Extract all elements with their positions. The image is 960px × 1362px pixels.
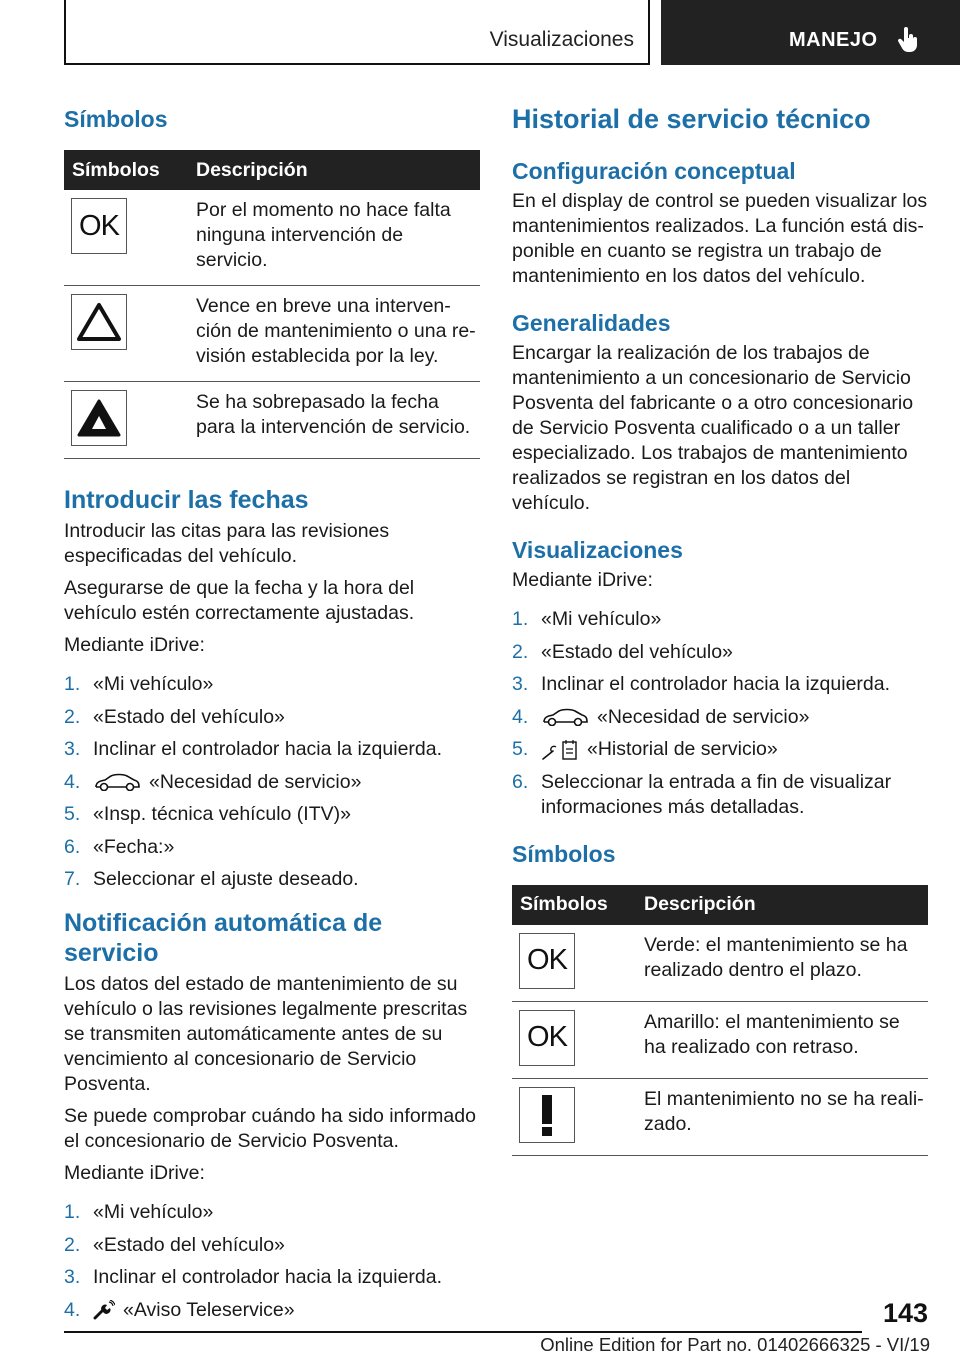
list-item: 1. «Mi vehículo» [64,673,214,695]
col-header-symbols: Símbolos [64,150,188,190]
dates-paragraph-2: Asegurarse de que la fecha y la hora del vehículo estén correctamente ajustadas. [64,577,415,624]
notification-paragraph-3: Mediante iDrive: [64,1162,205,1184]
chapter-title: MANEJO [789,29,878,51]
dates-paragraph-3: Mediante iDrive: [64,634,205,656]
list-item: 1. «Mi vehículo» [512,608,662,630]
general-paragraph: Encargar la realización de los trabajos de mantenimiento a un concesionario de Servicio Posventa del fabricante o a otro concesionario de Servicio Posventa cualificado o a un taller especializado. Los trabajos de mantenimiento realizados se registran en los datos del vehículo. [512,342,914,514]
display-steps [512,607,928,820]
list-item: 3. Inclinar el controlador hacia la izquierda. [64,738,443,760]
table-row [64,382,480,459]
teleservice-wrench-icon [93,1300,115,1320]
table-header-row [64,150,480,190]
table-row [64,190,480,286]
dates-paragraph-1: Introducir las citas para las revisiones especificadas del vehículo. [64,520,390,567]
ok-green-icon: OK [519,933,575,989]
page-number: 143 [882,1298,928,1328]
section-tab [64,0,650,65]
notification-steps [64,1200,480,1323]
right-column [512,100,928,1156]
display-paragraph: Mediante iDrive: [512,569,653,591]
history-symbols-table [512,885,928,1156]
list-item: 4. «Aviso Teleservice» [64,1298,295,1321]
concept-heading: Configuración conceptual [512,158,796,184]
notification-heading: Notificación automática de servicio [64,909,383,967]
list-item: 4. «Necesidad de servicio» [64,770,362,793]
list-item: 3. Inclinar el controlador hacia la izquierda. [64,1266,443,1288]
col-header-description: Descripción [188,150,480,190]
table-row [512,925,928,1002]
section-title: Visualizaciones [489,28,634,51]
table-row [512,1001,928,1078]
row-description: Se ha sobrepasado la fecha para la intervención de servicio. [188,382,480,459]
service-symbols-table [64,150,480,459]
notification-paragraph-2: Se puede comprobar cuándo ha sido informado el concesionario de Servicio Posventa. [64,1105,476,1152]
list-item: 7. Seleccionar el ajuste deseado. [64,868,359,890]
dates-steps [64,672,480,892]
row-description: Vence en breve una intervención de mantenimiento o una revisión establecida por la ley. [188,286,480,382]
service-history-icon [541,739,579,761]
exclamation-icon [519,1087,575,1143]
page-header [64,0,960,65]
edition-note: Online Edition for Part no. 01402666325 - VI/19 [540,1334,930,1355]
list-item: 2. «Estado del vehículo» [64,705,285,728]
symbols-heading: Símbolos [512,840,616,867]
list-item: 5. «Historial de servicio» [512,738,778,760]
concept-paragraph: En el display de control se pueden visualizar los mantenimientos realizados. La función está disponible en cuanto se registra un trabajo de mantenimiento en los datos del vehículo. [512,190,928,287]
footer-divider [64,1331,862,1333]
hand-pointer-icon [897,27,919,53]
list-item: 6. Seleccionar la entrada a fin de visualizar informaciones más detalladas. [512,770,892,818]
display-heading: Visualizaciones [512,537,683,563]
dates-heading: Introducir las fechas [64,486,309,514]
list-item: 4. «Necesidad de servicio» [512,705,810,728]
left-column [64,100,480,1330]
row-description: El mantenimiento no se ha realizado. [636,1078,928,1155]
warning-triangle-filled-icon [71,390,127,446]
chapter-tab [661,0,960,65]
col-header-description: Descripción [636,885,928,925]
general-heading: Generalidades [512,310,671,336]
car-icon [541,708,589,726]
list-item: 3. Inclinar el controlador hacia la izquierda. [512,673,891,695]
row-description: Amarillo: el mantenimiento se ha realizado con retraso. [636,1001,928,1078]
table-header-row [512,885,928,925]
row-description: Verde: el mantenimiento se ha realizado dentro el plazo. [636,925,928,1002]
symbols-heading: Símbolos [64,106,168,132]
table-row [512,1078,928,1155]
ok-icon: OK [71,198,127,254]
car-icon [93,773,141,791]
notification-paragraph-1: Los datos del estado de mantenimiento de su vehículo o las revisiones legalmente prescritas se transmiten automáticamente antes de su vencimiento al concesionario de Servicio Posventa. [64,973,468,1095]
list-item: 5. «Insp. técnica vehículo (ITV)» [64,803,351,825]
list-item: 1. «Mi vehículo» [64,1201,214,1223]
list-item: 6. «Fecha:» [64,835,175,858]
list-item: 2. «Estado del vehículo» [512,640,733,663]
col-header-symbols: Símbolos [512,885,636,925]
history-heading: Historial de servicio técnico [512,104,871,134]
table-row [64,286,480,382]
ok-yellow-icon: OK [519,1010,575,1066]
row-description: Por el momento no hace falta ninguna intervención de servicio. [188,190,480,286]
warning-triangle-icon [71,294,127,350]
list-item: 2. «Estado del vehículo» [64,1233,285,1256]
